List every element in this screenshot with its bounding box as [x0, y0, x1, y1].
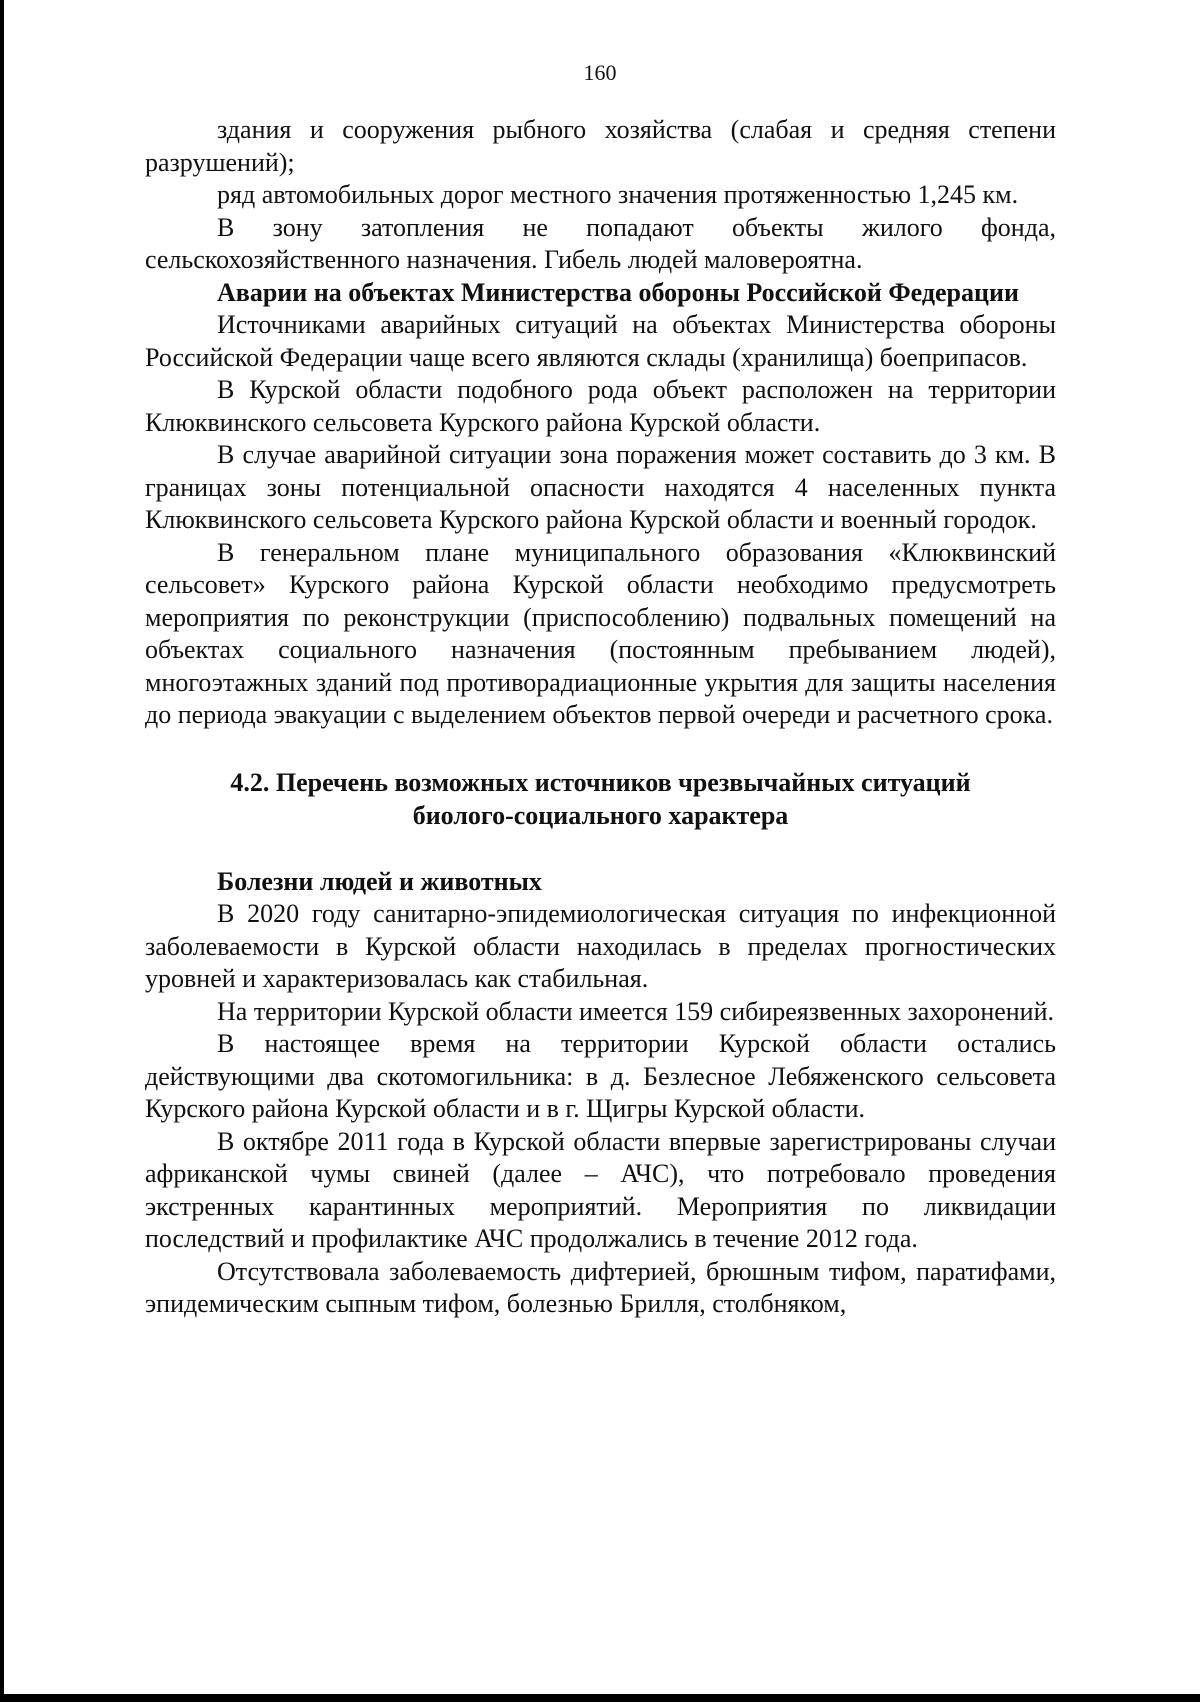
paragraph: Источниками аварийных ситуаций на объектах Министерства обороны Российской Федерации чаще всего являются склады (хранилища) боеприпасов.	[145, 310, 1056, 372]
paragraph: В Курской области подобного рода объект расположен на территории Клюквинского сельсовета Курского района Курской области.	[145, 375, 1056, 437]
document-body	[145, 114, 1056, 1321]
paragraph: В генеральном плане муниципального образования «Клюквинский сельсовет» Курского района Курской области необходимо предусмотреть мероприятия по реконструкции (приспособлению) подвальных помещений на объектах социального назначения (постоянным пребыванием людей), многоэтажных зданий под противорадиационные укрытия для защиты населения до периода эвакуации с выделением объектов первой очереди и расчетного срока.	[145, 537, 1056, 729]
scan-left-edge	[0, 0, 4, 1702]
paragraph: В настоящее время на территории Курской области остались действующими два скотомогильника: в д. Безлесное Лебяженского сельсовета Курского района Курской области и в г. Щигры Курской области.	[145, 1029, 1056, 1123]
scan-bottom-edge	[0, 1694, 1200, 1702]
heading-military-accidents: Аварии на объектах Министерства обороны Российской Федерации	[217, 277, 1019, 307]
heading-diseases: Болезни людей и животных	[217, 866, 542, 896]
section-title-line: 4.2. Перечень возможных источников чрезвычайных ситуаций	[230, 767, 971, 797]
paragraph: В случае аварийной ситуации зона поражения может составить до 3 км. В границах зоны потенциальной опасности находятся 4 населенных пункта Клюквинского сельсовета Курского района Курской области и военный городок.	[145, 440, 1056, 534]
paragraph: В 2020 году санитарно-эпидемиологическая ситуация по инфекционной заболеваемости в Курской области находилась в пределах прогностических уровней и характеризовалась как стабильная.	[145, 899, 1056, 993]
section-title-line: биолого-социального характера	[412, 800, 789, 830]
paragraph: В октябре 2011 года в Курской области впервые зарегистрированы случаи африканской чумы свиней (далее – АЧС), что потребовало проведения экстренных карантинных мероприятий. Мероприятия по ликвидации последствий и профилактике АЧС продолжались в течение 2012 года.	[145, 1126, 1056, 1253]
paragraph: ряд автомобильных дорог местного значения протяженностью 1,245 км.	[217, 180, 1019, 209]
paragraph: На территории Курской области имеется 159 сибиреязвенных захоронений.	[217, 996, 1055, 1026]
paragraph: Отсутствовала заболеваемость дифтерией, брюшным тифом, паратифами, эпидемическим сыпным тифом, болезнью Брилля, столбняком,	[145, 1256, 1056, 1318]
page-number: 160	[583, 60, 617, 85]
section-title	[145, 766, 1056, 832]
paragraph: здания и сооружения рыбного хозяйства (слабая и средняя степени разрушений);	[145, 115, 1056, 177]
paragraph: В зону затопления не попадают объекты жилого фонда, сельскохозяйственного назначения. Гибель людей маловероятна.	[145, 212, 1056, 274]
